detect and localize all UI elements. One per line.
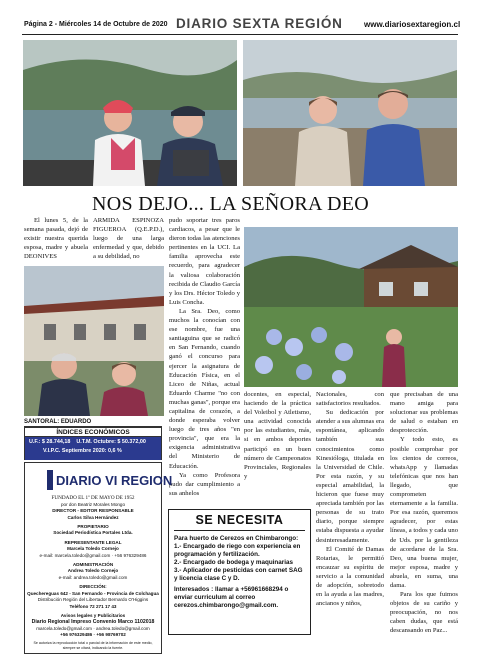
masthead-legal: Marcela Toledo Cornejo (67, 546, 119, 552)
website-url: www.diariosextaregion.cl (364, 20, 461, 29)
masthead-box (24, 462, 173, 654)
article-paragraph: Ya como Profesora pudo dar cumplimiento a sus anhelos (169, 471, 240, 497)
article-col-6 (390, 390, 458, 636)
indices-ipc: V.I.P.C. Septiembre 2020: 0,6 % (43, 448, 122, 454)
masthead-legal-title: REPRESENTANTE LEGAL (64, 539, 122, 545)
article-col-4 (244, 390, 311, 481)
indices-utm: U.T.M. Octubre: $ 50.372,00 (76, 439, 146, 445)
masthead-founded: FUNDADO EL 1º DE MAYO DE 1952 (51, 495, 135, 502)
masthead-legal-contact: e-mail: marcela.toledo@gmail.com · +56 976329486 (39, 552, 147, 558)
article-paragraph: Nacionales, con satisfactorios resultados. (316, 391, 384, 408)
masthead-address: Quechereguas 642 - San Fernando - Provincia de Colchagua (27, 590, 159, 596)
masthead-admin-title: ADMINISTRACIÓN (72, 562, 114, 568)
header-rule (22, 34, 458, 35)
masthead-admin: Andrea Toledo Cornejo (67, 568, 119, 574)
masthead-director: Carlos Silva Hernández (67, 514, 119, 520)
photo-couple-lake (243, 40, 457, 186)
indices-title: ÍNDICES ECONÓMICOS (25, 428, 161, 437)
masthead-distribution: Distribución Región del Libertador Bernardo O'Higgins (37, 597, 149, 603)
masthead-emails: marcela.toledo@gmail.com · andrea.toledo@gmail.com (36, 625, 150, 631)
article-col-2 (93, 216, 164, 261)
masthead-director-title: DIRECTOR - EDITOR RESPONSABLE (52, 508, 134, 514)
article-paragraph: Para los que fuimos objetos de su cariño y preocupación, no nos caben dudas, que está descansando en Paz... (390, 591, 458, 635)
ad-rule (174, 530, 305, 531)
masthead-owner-title: PROPIETARIO (77, 524, 109, 530)
indices-body (25, 437, 161, 460)
article-col-1 (24, 216, 88, 261)
article-col-3 (169, 216, 240, 498)
indices-uf: U.F.: $ 28.744,18 (29, 439, 71, 445)
masthead-registry: Diario Regional Impreso Convenio Marco 1102018 (31, 619, 155, 626)
masthead-address-title: DIRECCIÓN: (79, 584, 107, 590)
ad-title: SE NECESITA (195, 513, 284, 527)
job-ad-box (168, 509, 311, 635)
article-col-5 (316, 390, 384, 608)
ad-contact: Interesados : llamar a +56961668294 o enviar curriculum al correo cerezos.chimbarongo@gmail.com. (174, 585, 289, 609)
masthead-legal-notice: Se autoriza la reproducción total o parcial de la información de este medio, siempre se citará, indicando la fuente. (33, 640, 153, 650)
masthead-phone: Teléfono 72 271 17 43 (69, 603, 117, 609)
photo-woman-garden (244, 227, 458, 387)
article-paragraph: Y todo esto, es posible comprobar por los cientos de correos, whatsApp y llamadas telefónicas que nos han llegado, que comprometen eternamente a la familia. Por esa razón, queremos agradecer, por estas líneas, a todos y cada uno de Uds. por la gentileza de acordarse de la Sra. Deo, una buena mujer, mejor esposa, madre y abuela, en suma, una dama. (390, 436, 458, 589)
masthead-notices: Avisos legales y Publicitarios (60, 612, 126, 618)
ad-item-2: 2.- Encargado de bodega y maquinarias (174, 559, 293, 567)
newspaper-logo (47, 469, 173, 491)
masthead-owner: Sociedad Periodística Portales Ltda. (53, 530, 133, 536)
article-paragraph: docentes, en especial, haciendo de la práctica del Voleibol y Atletismo, una actividad conocida por las estudiantes, más, si en ambos deportes participó en un buen número de Campeonatos Provinciales, Regionales y (244, 391, 311, 480)
article-paragraph: ARMIDA ESPINOZA FIGUEROA (Q.E.P.D.), luego de una larga enfermedad y que, debido a su debilidad, no (93, 217, 164, 261)
article-paragraph: La Sra. Deo, como muchos la conocían con ese nombre, fue una santiaguina que se radicó en San Fernando, cuando ganó el concurso para ejercer la asignatura de Educación Física, en el Liceo de Niñas, actual Eduardo Charme "no con muchas ganas", porque era capitalina de corazón, a donde esperaba volver luego de tres años "en provincia", que era la exigencia administrativa del Ministerio de Educación. (169, 307, 240, 470)
economic-indices-box (24, 427, 162, 460)
article-paragraph: El lunes 5, de la semana pasada, dejó de existir nuestra querida esposa, madre y abuela DEONIVES (24, 217, 88, 261)
headline: NOS DEJO... LA SEÑORA DEO (92, 193, 369, 215)
article-paragraph: que precisaban de una mano amiga para solucionar sus problemas de salud o estaban en desprotección. (390, 391, 458, 435)
article-paragraph: El Comité de Damas Rotarias, le permitió encauzar su espíritu de servicio a la comunidad de adopción, sobretodo en la ayuda a las madres, ancianos y niños, (316, 545, 384, 608)
masthead-founder: por don Beatriz Morales Mongo (60, 501, 126, 507)
logo-text: DIARIO VI REGION (56, 473, 173, 488)
masthead-admin-contact: e-mail: andrea.toledo@gmail.com (58, 574, 128, 580)
masthead-phones: +56 976329486 · +56 98769702 (60, 632, 126, 638)
photo-couple-boat (23, 40, 237, 186)
article-paragraph: Su dedicación por atender a sus alumnas era espontánea, aplicando también sus conocimientos como Kinesióloga, titulada en la Universidad de Chile. Por esta razón, y su especial amabilidad, la hicieron que fuese muy apreciada también por las personas de su trato diario, porque siempre estaba dispuesta a ayudar desinteresadamente. (316, 409, 384, 544)
ad-intro: Para huerto de Cerezos en Chimbarongo: (174, 535, 299, 542)
newspaper-title: DIARIO SEXTA REGIÓN (176, 16, 343, 31)
santoral-caption: SANTORAL: EDUARDO (24, 419, 162, 427)
ad-item-1: 1.- Encargado de riego con experiencia en programación y fertilización. (174, 543, 301, 559)
article-paragraph: pudo soportar tres paros cardiacos, a pesar que le dieron todas las atenciones pertinentes en la UCI. La familia aprovecha este recuerdo, para agradecer la valiosa colaboración recibida de Claudio García y los Drs. Héctor Toledo y Luis Concha. (169, 217, 240, 306)
photo-couple-building (24, 266, 164, 416)
page-date: Página 2 - Miércoles 14 de Octubre de 2020 (24, 21, 168, 28)
ad-item-3: 3.- Aplicador de pesticidas con carnet SAG y licencia clase C y D. (174, 567, 303, 583)
